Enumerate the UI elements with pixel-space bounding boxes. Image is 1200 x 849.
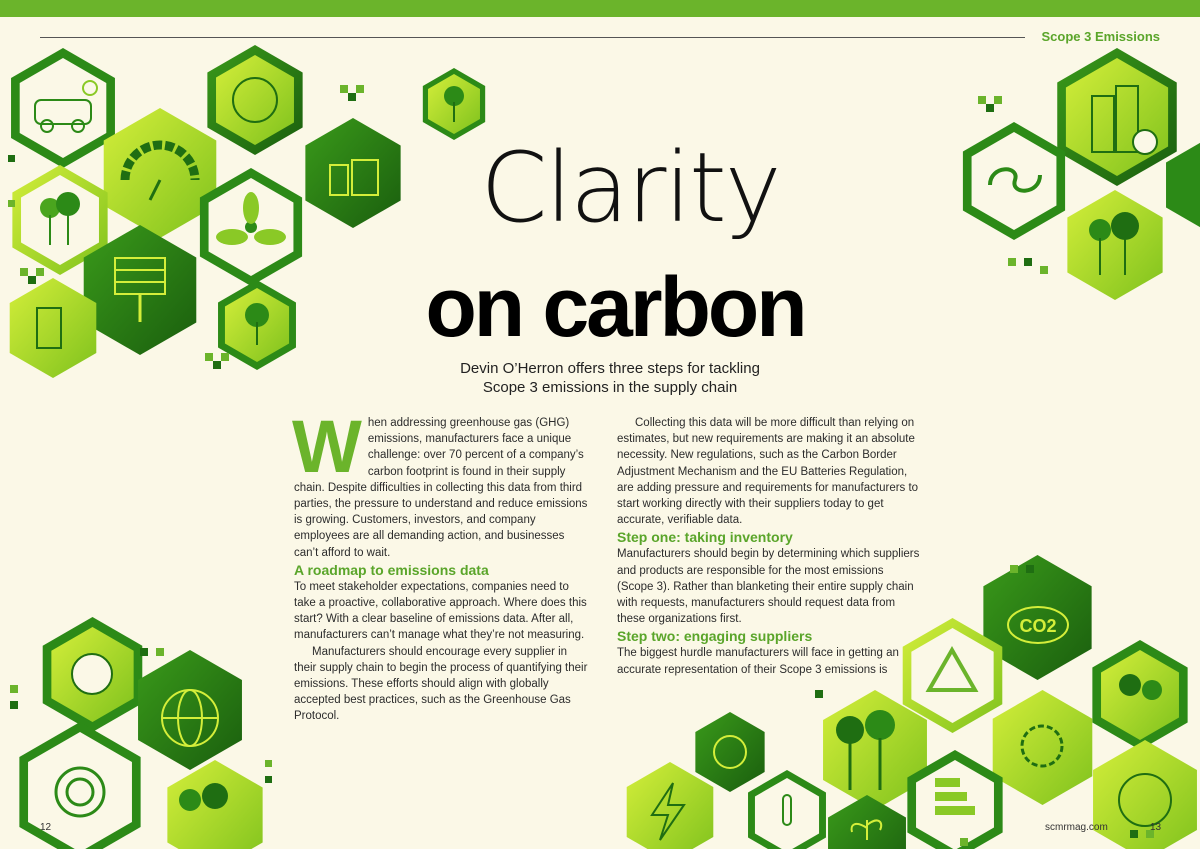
hex-forest-bottom-right-icon	[1092, 640, 1187, 750]
website-url: scmrmag.com	[1045, 822, 1108, 833]
body-paragraph: Manufacturers should encourage every supplier in their supply chain to begin the process of quantifying their emissions. These efforts should align with globally accepted best practices, such as the Greenhouse Gas Protocol.	[294, 645, 588, 723]
body-paragraph: To meet stakeholder expectations, companies need to take a proactive, collaborative approach. Where does this start? With a clear baseline of emissions data. After all, manufacturers can’t manage what they’re not measuring.	[294, 580, 587, 642]
hex-thermometer-icon	[748, 770, 826, 849]
hex-gauge-icon	[104, 108, 217, 238]
hex-recycle-drop-icon	[695, 712, 764, 792]
hex-plant-plug-icon	[207, 45, 302, 155]
hex-factory-icon	[305, 118, 400, 228]
hex-tree-small-icon	[218, 280, 296, 370]
hex-target-icon	[19, 722, 140, 849]
hex-sprout-icon	[828, 795, 906, 849]
article-column-right	[617, 415, 922, 678]
hex-battery-leaf-icon	[10, 278, 97, 378]
co2-label: CO2	[1019, 616, 1057, 636]
hex-building-icon	[1057, 48, 1177, 186]
hex-tree-top-icon	[423, 68, 485, 140]
hex-gear-plant-icon	[993, 690, 1093, 805]
subheading-roadmap: A roadmap to emissions data	[294, 561, 489, 578]
article-column-left	[292, 405, 589, 725]
body-paragraph: Collecting this data will be more difficult than relying on estimates, but new requirements are making it an absolute necessity. New regulations, such as the Carbon Border Adjustment Mechanism and the EU Batteries Regulation, are adding pressure and requirements for manufacturers to start working directly with their suppliers today to get accurate, verifiable data.	[617, 417, 919, 527]
headline-line1: Clarity	[480, 132, 780, 244]
page-number-left: 12	[40, 822, 52, 833]
subheading-step-two: Step two: engaging suppliers	[617, 628, 813, 645]
hex-forest-bottom-left-icon	[167, 760, 262, 849]
hex-lightning-icon	[627, 762, 714, 849]
intro-text: hen addressing greenhouse gas (GHG) emissions, manufacturers face a unique challenge: over 70 percent of a company’s carbon footprint is found in their supply chain. Despite difficulties in collecting this data from third parties, the pressure to understand and reduce emissions is growing. Customers, investors, and company employees are all demanding action, and businesses can’t afford to wait.	[294, 417, 588, 559]
standfirst-line2: Scope 3 emissions in the supply chain	[482, 379, 738, 396]
drop-cap: W	[292, 405, 362, 488]
body-paragraph: Manufacturers should begin by determining which suppliers and products are responsible for the most emissions (Scope 3). Rather than blanketing their entire supply chain with requests, manufacturers should request data from these organizations first.	[617, 548, 920, 626]
hex-recycle-arrows-icon	[963, 122, 1065, 240]
hex-forest-right-icon	[1067, 190, 1162, 300]
standfirst	[420, 359, 800, 397]
body-paragraph: The biggest hurdle manufacturers will face in getting an accurate representation of their Scope 3 emissions is	[617, 647, 899, 676]
headline-line2: on carbon	[425, 260, 805, 354]
hex-sun-energy-icon	[43, 617, 143, 732]
hex-car-charging-icon	[11, 48, 115, 168]
subheading-step-one: Step one: taking inventory	[617, 529, 793, 546]
standfirst-line1: Devin O’Herron offers three steps for tackling	[460, 360, 760, 377]
page-number-right: 13	[1150, 822, 1162, 833]
hex-globe-right-icon	[1093, 740, 1197, 849]
intro-paragraph	[292, 405, 589, 561]
hex-globe-plant-icon	[138, 650, 242, 770]
section-label: Scope 3 Emissions	[1041, 29, 1160, 44]
